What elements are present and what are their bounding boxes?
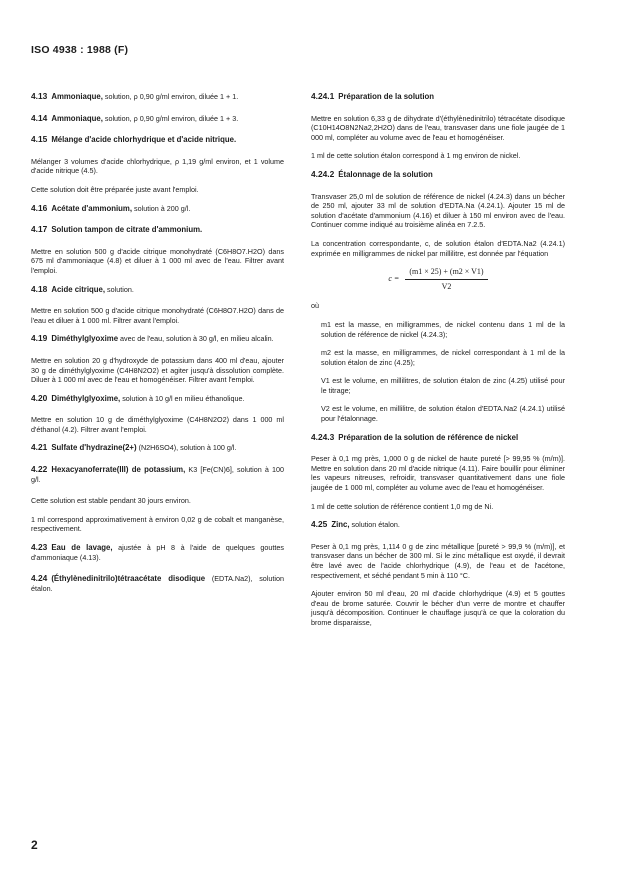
clause-text: solution. [105, 284, 134, 294]
clause-number: 4.24.2 [311, 168, 335, 179]
clause-number: 4.23 [31, 542, 48, 553]
paragraph: Mettre en solution 6,33 g de dihydrate d'(éthylènedinitrilo) tétracétate disodique (C10H14O8N2Na2,2H2O) dans de l'eau, transvaser dans une fiole jaugée de 1 000 ml, compléter au volume avec de l'eau et homogénéiser. [311, 113, 565, 142]
clause-title: Mélange d'acide chlorhydrique et d'acide nitrique. [51, 135, 237, 145]
equation-lhs: c = [388, 274, 400, 284]
clause-number: 4.13 [31, 91, 48, 101]
clause-number: 4.20 [31, 392, 48, 403]
clause-title: Ammoniaque, [51, 113, 103, 123]
variable-definition: V1 est le volume, en millilitres, de solution étalon de zinc (4.25) utilisé pour le titrage; [321, 376, 565, 395]
clause-heading [311, 170, 565, 180]
clause-text: solution étalon. [349, 520, 400, 530]
left-column [31, 92, 284, 605]
paragraph: Mettre en solution 10 g de diméthylglyoxime (C4H8N2O2) dans 1 000 ml d'éthanol (4.2). Filtrer avant l'emploi. [31, 415, 284, 434]
paragraph: Mélanger 3 volumes d'acide chlorhydrique, ρ 1,19 g/ml environ, et 1 volume d'acide nitrique (4.5). [31, 156, 284, 176]
paragraph: 1 ml de cette solution étalon correspond à 1 mg environ de nickel. [311, 151, 521, 161]
clause-heading [311, 92, 565, 102]
clause-number: 4.15 [31, 134, 48, 145]
page-number: 2 [31, 838, 38, 852]
clause-heading [31, 394, 284, 404]
paragraph: Cette solution doit être préparée juste avant l'emploi. [31, 184, 199, 194]
clause-heading [31, 285, 284, 295]
paragraph: 1 ml de cette solution de référence contient 1,0 mg de Ni. [311, 501, 494, 511]
clause-number: 4.24 [31, 573, 48, 584]
clause-heading [31, 443, 284, 453]
clause-number: 4.21 [31, 442, 48, 453]
clause-heading [31, 204, 284, 214]
clause-number: 4.19 [31, 333, 48, 344]
equation [311, 267, 565, 291]
paragraph: Cette solution est stable pendant 30 jours environ. [31, 496, 191, 506]
paragraph: Transvaser 25,0 ml de solution de référence de nickel (4.24.3) dans un bécher de 250 ml, ajouter 33 ml de solution d'EDTA.Na (4.24.1). Ajouter 15 ml de solution d'acétate d'ammonium (4.16) et diluer à 150 ml environ avec de l'eau. Continuer comme indiqué au troisième alinéa en 7.2.5. [311, 191, 565, 230]
clause-heading [31, 543, 284, 562]
paragraph: où [311, 301, 319, 311]
paragraph: 1 ml correspond approximativement à environ 0,02 g de cobalt et manganèse, respectivement. [31, 514, 284, 534]
clause-title: Acide citrique, [51, 284, 106, 294]
clause-text: (EDTA.Na2), solution étalon. [31, 574, 284, 593]
document-header: ISO 4938 : 1988 (F) [31, 44, 129, 56]
paragraph: Mettre en solution 20 g d'hydroxyde de potassium dans 400 ml d'eau, ajouter 30 g de diméthylglyoxime (C4H8N2O2) et agiter jusqu'à dissolution complète. Diluer à 1 000 ml avec de l'eau et homogénéiser. Filtrer avant l'emploi. [31, 355, 284, 385]
variable-definition: m1 est la masse, en milligrammes, de nickel contenu dans 1 ml de la solution de référence de nickel (4.24.3); [321, 319, 565, 339]
clause-text: solution, ρ 0,90 g/ml environ, diluée 1 + 1. [102, 92, 239, 101]
paragraph: La concentration correspondante, c, de solution étalon d'EDTA.Na2 (4.24.1) exprimée en milligrammes de nickel par millilitre, est donnée par l'équation [311, 238, 565, 258]
clause-number: 4.18 [31, 283, 48, 294]
clause-heading [31, 114, 284, 124]
clause-title: Solution tampon de citrate d'ammonium. [51, 225, 203, 235]
equation-fraction [405, 267, 487, 291]
clause-title: Hexacyanoferrate(III) de potassium, [51, 465, 186, 475]
clause-number: 4.16 [31, 202, 48, 213]
clause-text: solution à 10 g/l en milieu éthanolique. [120, 393, 245, 403]
clause-text: ajustée à pH 8 à l'aide de quelques gouttes d'ammoniaque (4.13). [31, 543, 285, 562]
clause-title: Étalonnage de la solution [338, 169, 433, 179]
paragraph: Peser à 0,1 mg près, 1,114 0 g de zinc métallique [pureté > 99,9 % (m/m)], et transvaser dans un bécher de 300 ml. Si le zinc métallique est oxydé, il devrait être lavé avec de l'acide chlorhydrique (4.9), de l'eau et de l'acétone, respectivement, et séché pendant 5 min à 110 °C. [311, 541, 565, 580]
clause-title: Préparation de la solution de référence de nickel [338, 432, 519, 442]
equation-numerator: (m1 × 25) + (m2 × V1) [405, 267, 487, 280]
clause-text: (N2H6SO4), solution à 100 g/l. [136, 443, 237, 453]
clause-title: Diméthylglyoxime [51, 334, 119, 344]
variable-definition: V2 est le volume, en millilitre, de solution étalon d'EDTA.Na2 (4.24.1) utilisé pour l'étalonnage. [321, 404, 565, 424]
clause-heading [31, 92, 284, 102]
clause-title: Zinc, [331, 520, 350, 530]
clause-heading [31, 225, 284, 235]
equation-denominator: V2 [441, 281, 452, 291]
clause-number: 4.14 [31, 112, 48, 123]
clause-number: 4.25 [311, 519, 328, 530]
clause-heading [31, 135, 284, 145]
clause-title: Ammoniaque, [51, 92, 103, 101]
clause-heading [31, 574, 284, 593]
variable-definition: m2 est la masse, en milligrammes, de nickel correspondant à 1 ml de la solution étalon de zinc (4.25); [321, 348, 565, 367]
clause-heading [31, 334, 284, 344]
clause-text: solution à 200 g/l. [132, 203, 191, 213]
clause-title: Eau de lavage, [51, 543, 113, 553]
clause-title: Préparation de la solution [338, 92, 435, 101]
clause-title: (Éthylènedinitrilo)tétraacétate disodique [51, 574, 206, 584]
clause-heading [311, 433, 565, 443]
clause-number: 4.24.1 [311, 91, 335, 101]
clause-text: K3 [Fe(CN)6], solution à 100 g/l. [31, 465, 284, 484]
clause-heading [31, 465, 284, 484]
clause-title: Diméthylglyoxime, [51, 393, 121, 403]
clause-text: solution, ρ 0,90 g/ml environ, diluée 1 + 3. [102, 113, 239, 123]
clause-heading [311, 520, 565, 530]
clause-number: 4.24.3 [311, 431, 335, 442]
paragraph: Mettre en solution 500 g d'acide citrique monohydraté (C6H8O7.H2O) dans de l'eau et diluer à 1 000 ml. Filtrer avant l'emploi. [31, 306, 284, 325]
clause-number: 4.17 [31, 224, 48, 235]
clause-number: 4.22 [31, 464, 48, 475]
clause-text: avec de l'eau, solution à 30 g/l, en milieu alcalin. [118, 334, 274, 344]
paragraph: Ajouter environ 50 ml d'eau, 20 ml d'acide chlorhydrique (4.9) et 5 gouttes d'eau de brome saturée. Couvrir le bécher d'un verre de montre et chauffer jusqu'à décomposition. Continuer le chauffage jusqu'à ce que la coloration du brome disparaisse, [311, 589, 565, 627]
clause-title: Acétate d'ammonium, [51, 203, 133, 213]
right-column [311, 92, 565, 637]
clause-title: Sulfate d'hydrazine(2+) [51, 443, 137, 453]
paragraph: Peser à 0,1 mg près, 1,000 0 g de nickel de haute pureté [> 99,95 % (m/m)]. Mettre en solution dans 20 ml d'acide nitrique (4.11). Faire bouillir pour éliminer les vapeurs nitreuses, refroidir, transvaser quantitativement dans une fiole jaugée de 1 000 ml, compléter au volume avec de l'eau et homogénéiser. [311, 454, 565, 493]
paragraph: Mettre en solution 500 g d'acide citrique monohydraté (C6H8O7.H2O) dans 675 ml d'ammoniaque (4.8) et diluer à 1 000 ml avec de l'eau. Filtrer avant l'emploi. [31, 246, 284, 275]
